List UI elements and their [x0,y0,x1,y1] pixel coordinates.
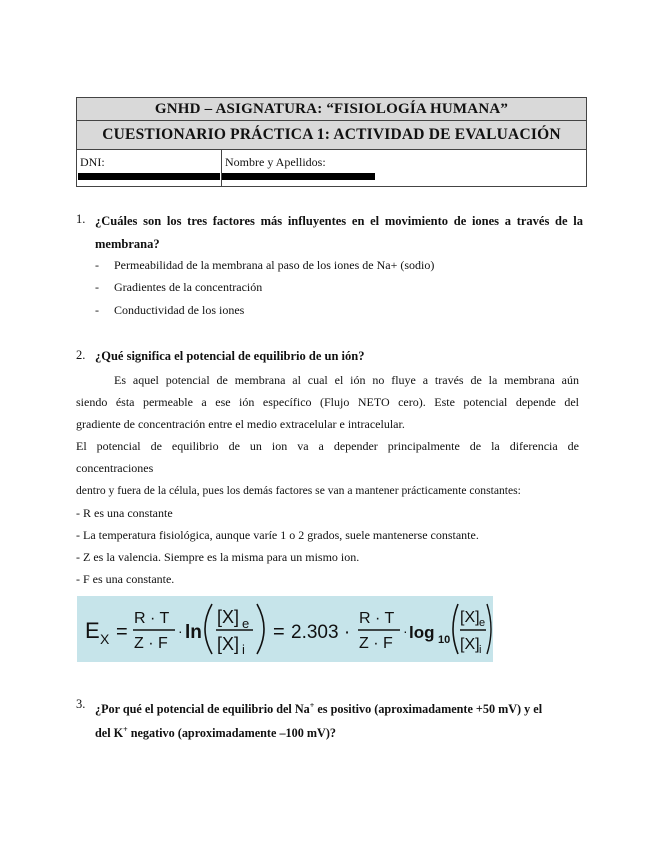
formula-xe-sub-1: e [242,616,250,631]
formula-rt-2: R · T [359,610,395,627]
q1-bullet-2: - [95,280,99,294]
q2-list-2: - La temperatura fisiológica, aunque varíe 1 o 2 grados, suele mantenerse constante. [76,528,479,542]
name-redaction [222,173,375,180]
dni-cell [77,150,222,187]
dni-label: DNI: [80,155,105,169]
formula-coef: 2.303 · [291,622,351,643]
formula-zf-1: Z · F [134,635,168,652]
q2-list-4: - F es una constante. [76,572,175,586]
q2-list-3: - Z es la valencia. Siempre es la misma para un mismo ion. [76,550,360,564]
q1-item-3: Conductividad de los iones [114,303,245,317]
q2-list-1: - R es una constante [76,506,173,520]
name-cell [222,150,587,187]
questionnaire-title: CUESTIONARIO PRÁCTICA 1: ACTIVIDAD DE EVALUACIÓN [77,121,587,150]
q2-para1-line3: gradiente de concentración entre el medio extracelular e intracelular. [76,417,405,431]
formula-xi-sub-1: i [242,642,245,657]
q2-number: 2. [76,348,86,362]
dni-redaction [78,173,220,180]
formula-dot-2: · [403,623,408,639]
nernst-equation [77,596,493,662]
q1-item-1: Permeabilidad de la membrana al paso de los iones de Na+ (sodio) [114,258,435,272]
q1-bullet-3: - [95,303,99,317]
formula-right-paren-1 [257,604,264,654]
formula-lhs-sub: X [100,631,110,647]
q2-question: ¿Qué significa el potencial de equilibrio de un ión? [95,349,365,363]
formula-left-paren-1 [205,604,212,654]
formula-zf-2: Z · F [359,635,393,652]
q3-line1-b: es positivo (aproximadamente +50 mV) y el [314,702,543,717]
q2-para2-line2: concentraciones [76,461,154,475]
formula-left-paren-2 [453,604,458,654]
header-table [76,97,587,187]
q3-question-line1 [95,694,583,721]
q3-sup-k: + [123,725,128,734]
q1-number: 1. [76,212,86,226]
formula-dot-1: · [178,623,183,639]
q3-line2-b: negativo (aproximadamente –100 mV)? [127,726,336,741]
formula-xe-2: [X] [460,609,480,626]
formula-lhs: E [85,618,100,643]
q2-para2-line1: El potencial de equilibrio de un ion va a depender principalmente de la diferencia de [76,439,579,453]
formula-ln: ln [185,622,202,643]
formula-log-sub: 10 [438,634,451,646]
formula-xi-sub-2: i [479,644,482,656]
formula-xe-1: [X] [217,607,240,627]
q1-question-line1: ¿Cuáles son los tres factores más influyentes en el movimiento de iones a través de la [95,214,583,228]
name-label: Nombre y Apellidos: [225,155,326,169]
q3-question-line2 [95,718,583,745]
formula-xe-sub-2: e [479,617,486,629]
course-title: GNHD – ASIGNATURA: “FISIOLOGÍA HUMANA” [77,98,587,121]
q2-para2-line3: dentro y fuera de la célula, pues los demás factores se van a mantener prácticamente constantes: [76,484,521,497]
formula-eq2: = [273,621,285,643]
q3-sup-na: + [309,701,315,710]
formula-right-paren-2 [487,604,491,654]
formula-xi-1: [X] [217,634,240,654]
formula-rt-1: R · T [134,610,170,627]
q2-para1-line2: siendo ésta permeable a ese ión específico (Flujo NETO cero). Este potencial depende del [76,395,579,409]
q3-line1-a: ¿Por qué el potencial de equilibrio del Na [95,702,310,717]
q1-bullet-1: - [95,258,99,272]
q3-line2-a: del K [95,726,124,741]
q2-para1-line1: Es aquel potencial de membrana al cual el ión no fluye a través de la membrana aún [114,373,579,387]
q1-question-line2: membrana? [95,237,160,251]
formula-eq1: = [116,621,128,643]
formula-xi-2: [X] [460,636,480,653]
q3-number: 3. [76,697,86,711]
q1-item-2: Gradientes de la concentración [114,280,263,294]
formula-log: log [409,623,435,642]
